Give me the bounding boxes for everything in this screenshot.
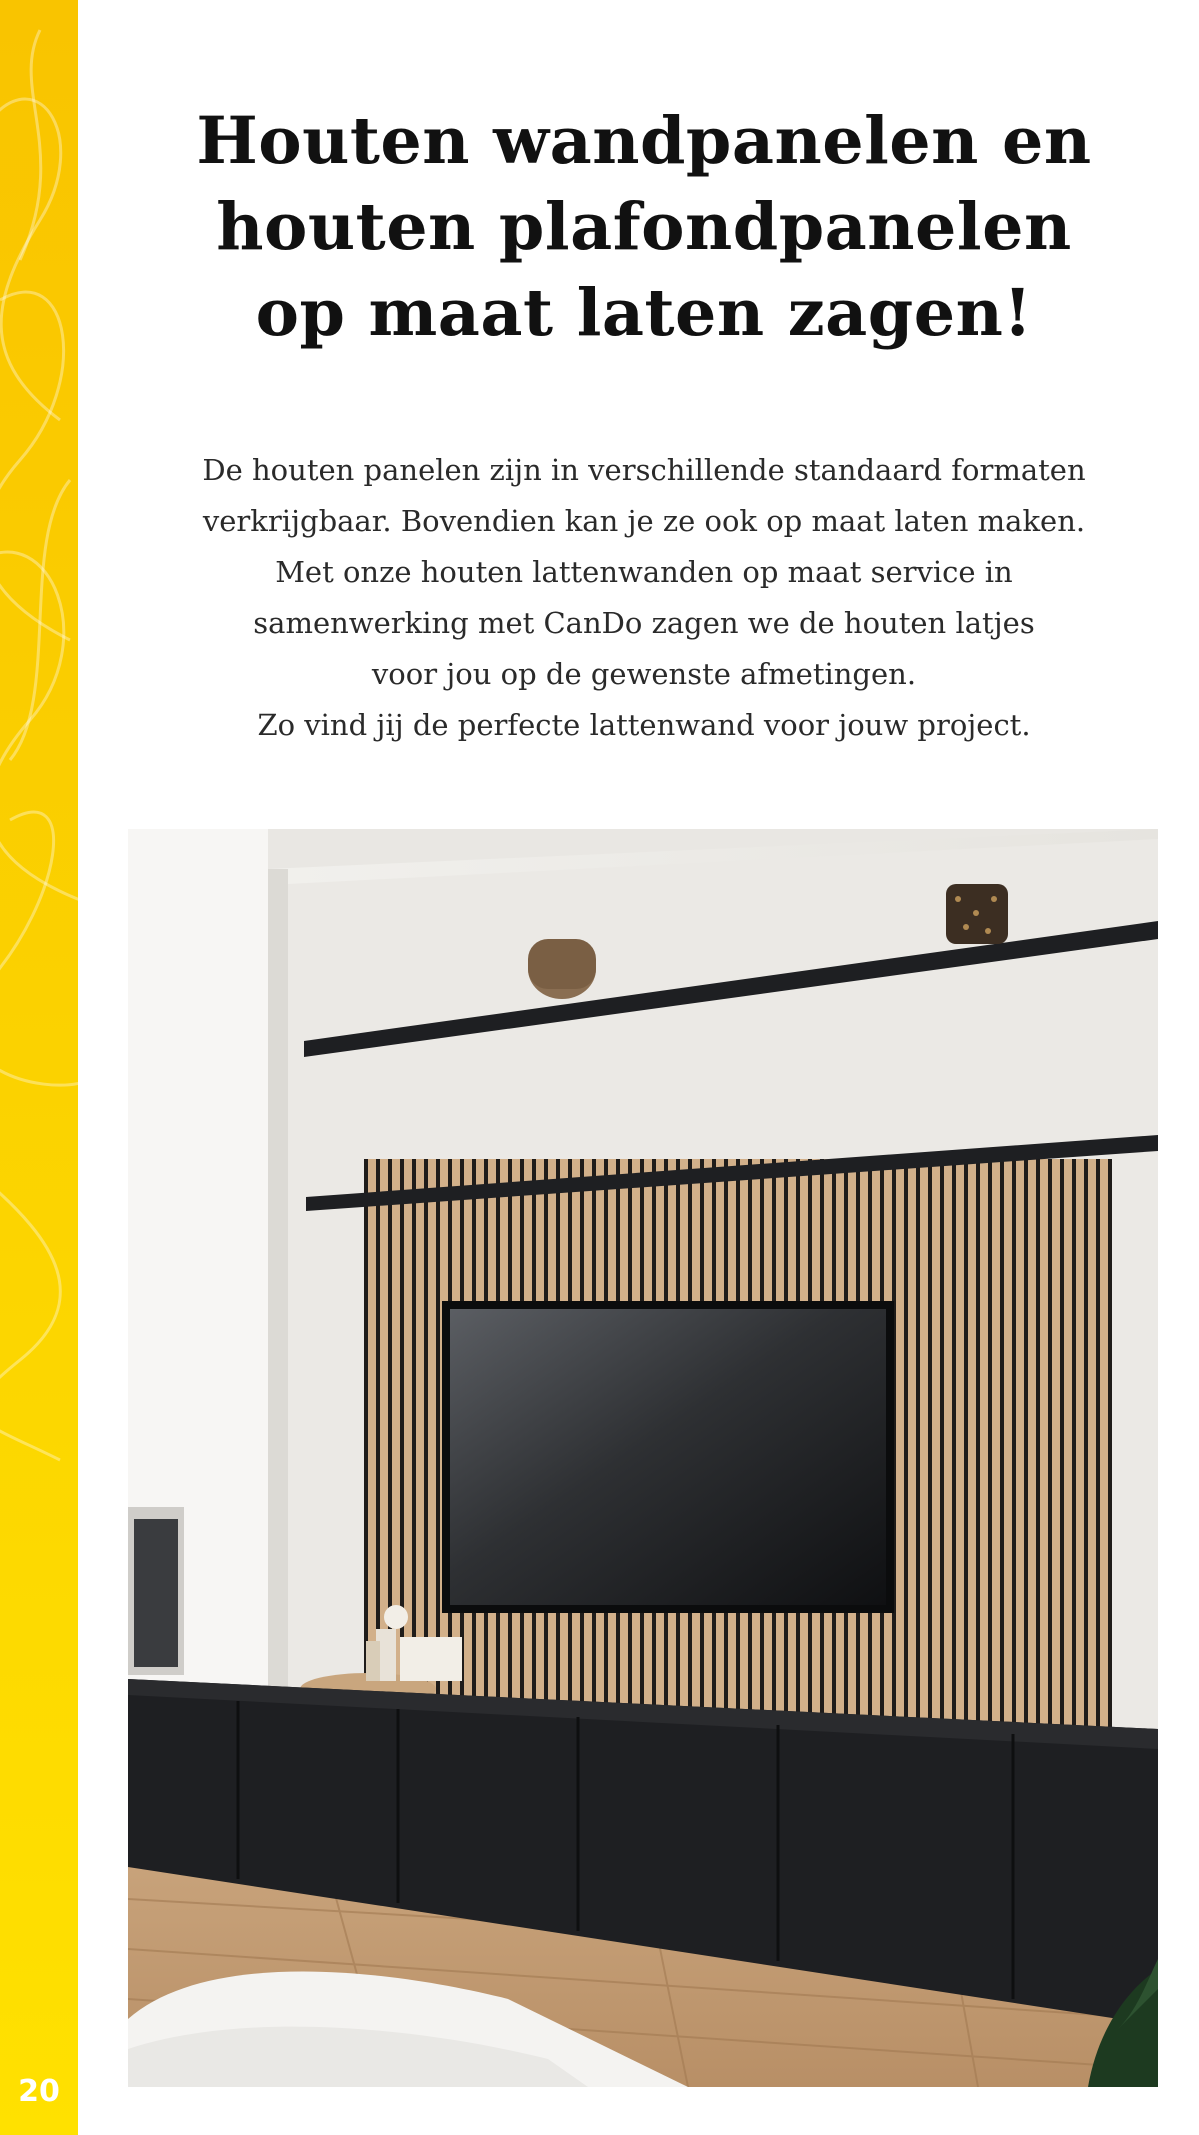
decorative-swirl-pattern (0, 0, 78, 2135)
intro-paragraph (128, 445, 1160, 751)
tv-wall-illustration (128, 829, 1158, 2087)
paragraph-line: samenwerking met CanDo zagen we de houten latjes (253, 606, 1035, 640)
paragraph-line: Met onze houten lattenwanden op maat service in (275, 555, 1013, 589)
heading-line: op maat laten zagen! (255, 275, 1033, 351)
heading-line: houten plafondpanelen (216, 189, 1072, 265)
paragraph-line: voor jou op de gewenste afmetingen. (371, 657, 917, 691)
interior-photo (128, 829, 1158, 2087)
page-heading (128, 98, 1160, 356)
heading-line: Houten wandpanelen en (196, 103, 1092, 179)
paragraph-line: De houten panelen zijn in verschillende standaard formaten (202, 453, 1086, 487)
paragraph-line: verkrijgbaar. Bovendien kan je ze ook op maat laten maken. (202, 504, 1086, 538)
yellow-side-bar (0, 0, 78, 2135)
page-number: 20 (18, 2074, 60, 2109)
paragraph-line: Zo vind jij de perfecte lattenwand voor jouw project. (257, 708, 1031, 742)
